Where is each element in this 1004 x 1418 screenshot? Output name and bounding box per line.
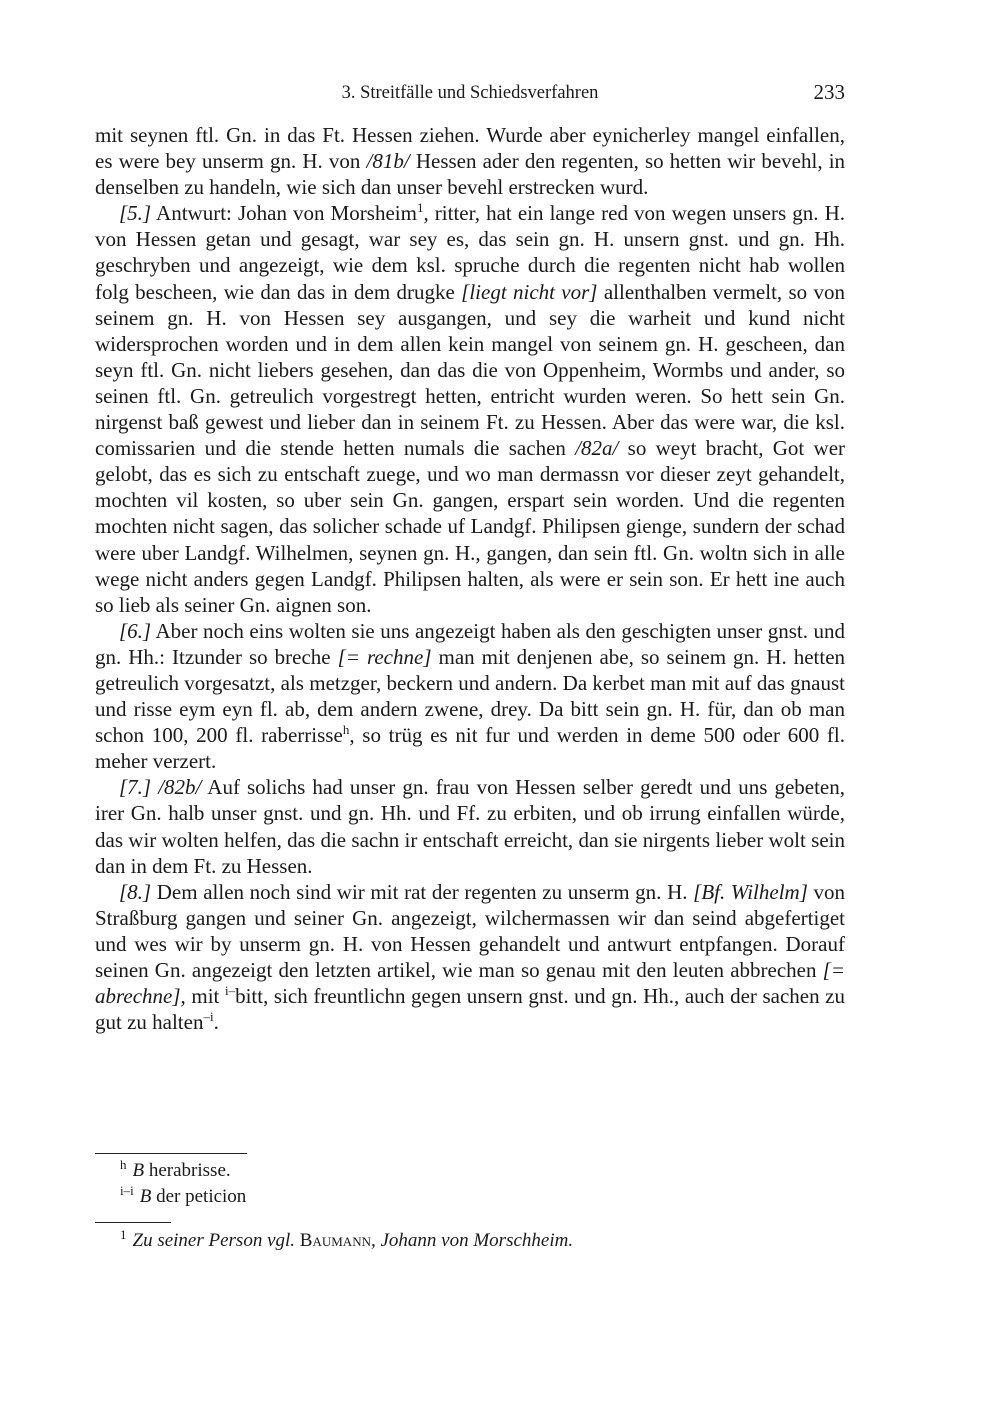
variant-ref: h	[342, 722, 350, 738]
comment-footnotes	[120, 1228, 573, 1254]
paragraph-6: [6.] Aber noch eins wolten sie uns angezeigt haben als den geschigten unser gnst. und gn. Hh.: Itzunder so breche [= rechne] man mit denjenen abe, so seinem gn. H. hetten getreulich vorgesatzt, als metzger, beckern und andern. Da kerbet man mit auf das gnaust und risse eym eyn fl. ab, dem andern zwene, drey. Da bitt sein gn. H. für, dan ob man schon 100, 200 fl. raberrisse$^h$, so trüg es nit fur und werden in deme 500 oder 600 fl. meher verzert.	[95, 618, 846, 774]
variant-footnote: $^{i-i}$ B der peticion	[120, 1183, 247, 1207]
footnote-divider-variants	[95, 1153, 247, 1154]
section-number: [8.]	[119, 879, 152, 904]
paragraph-8: [8.] Dem allen noch sind wir mit rat der regenten zu unserm gn. H. [Bf. Wilhelm] von Straßburg gangen und seiner Gn. angezeigt, wilchermassen wir dan seind abgefertiget und wes wir by unserm gn. H. von Hessen gehandelt und antwurt entpfangen. Dorauf seinen Gn. angezeigt den letzten artikel, wie man so genau mit den leuten abbrechen [= abrechne], mit $^{i-}$bitt, sich freuntlichn gegen unsern gnst. und gn. Hh., auch der sachen zu gut zu halten$^{-i}$.	[95, 879, 846, 1035]
section-number: [6.]	[119, 618, 152, 643]
section-number: [7.]	[119, 775, 152, 800]
footnote-ref: 1	[416, 200, 424, 216]
variant-footnotes	[120, 1158, 246, 1210]
folio-marker: /81b/	[366, 149, 410, 174]
editorial-note: [Bf. Wilhelm]	[693, 879, 808, 904]
comment-footnote: $^1$ Zu seiner Person vgl. Baumann, Johann von Morschheim.	[120, 1227, 574, 1251]
variant-ref-close: –i	[203, 1009, 214, 1025]
running-head-title: 3. Streitfälle und Schiedsverfahren	[341, 83, 599, 103]
editorial-note: [= abrechne]	[95, 958, 845, 1009]
section-number: [5.]	[119, 201, 152, 226]
paragraph-continuation: mit seynen ftl. Gn. in das Ft. Hessen ziehen. Wurde aber eynicherley mangel einfallen, es were bey unserm gn. H. von /81b/ Hessen ader den regenten, so hetten wir bevehl, in denselben zu handeln, wie sich dan unser bevehl erstrecken wurd.	[95, 123, 846, 200]
author-name: Baumann	[299, 1230, 371, 1251]
paragraph-5: [5.] Antwurt: Johan von Morsheim$^1$, ritter, hat ein lange red von wegen unsers gn. H. von Hessen getan und gesagt, war sey es, das sein gn. H. unsern gnst. und gn. Hh. geschryben und angezeigt, wie dem ksl. spruche durch die regenten nicht hab wollen folg bescheen, wie dan das in dem drugke [liegt nicht vor] allenthalben vermelt, so von seinem gn. H. von Hessen sey ausgangen, und sey die warheit und kund nicht widersprochen worden und in dem allen kein mangel von seinem gn. H. gescheen, dan seyn ftl. Gn. nicht liebers gesehen, dan das die von Oppenheim, Wormbs und ander, so seinen ftl. Gn. getreulich vorgestregt hetten, entricht wurden weren. So hett sein Gn. nirgenst baß gewest und lieber dan in seinem Ft. zu Hessen. Aber das were war, die ksl. comissarien und die stende hetten numals die sachen /82a/ so weyt bracht, Got wer gelobt, das es sich zu entschaft zuege, und wo man dermassn vor dieser zeyt gehandelt, mochten vil kosten, so uber sein Gn. gangen, erspart sein worden. Und die regenten mochten nicht sagen, das solicher schade uf Landgf. Philipsen gienge, sundern der schad were uber Landgf. Wilhelmen, seynen gn. H., gangen, dan sein ftl. Gn. woltn sich in alle wege nicht anders gegen Landgf. Philipsen halten, als were er sein son. Er hett ine auch so lieb als seiner Gn. aignen son.	[95, 200, 846, 617]
running-head	[95, 80, 845, 106]
page-number: 233	[813, 80, 845, 104]
folio-marker: /82b/	[158, 775, 202, 800]
editorial-note: [= rechne]	[337, 644, 432, 669]
paragraph-7: [7.] /82b/ Auf solichs had unser gn. frau von Hessen selber geredt und uns gebeten, irer Gn. halb unser gnst. und gn. Hh. und Ff. zu erbiten, und ob irrung einfallen würde, das wir wolten helfen, das die sachn ir entschaft erreicht, dan sie nirgents lieber wolt sein dan in dem Ft. zu Hessen.	[95, 775, 846, 878]
main-text	[95, 122, 845, 1035]
footnote-divider-comments	[95, 1222, 171, 1223]
variant-ref-open: i–	[224, 983, 236, 999]
editorial-note: [liegt nicht vor]	[461, 279, 598, 304]
variant-footnote: $^h$ B herabrisse.	[120, 1157, 231, 1181]
folio-marker: /82a/	[575, 436, 619, 461]
